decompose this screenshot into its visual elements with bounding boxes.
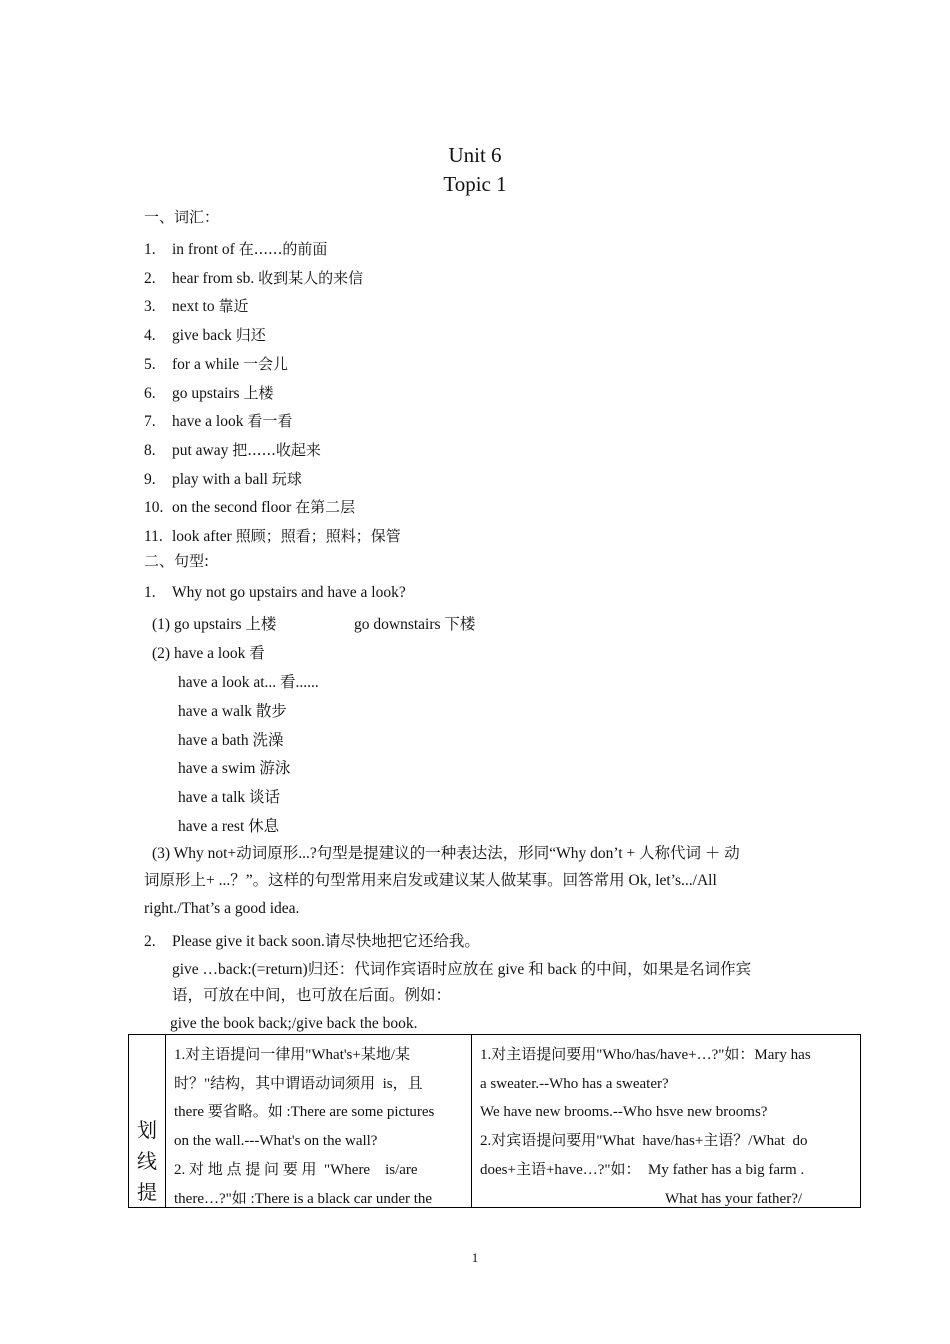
- vocab-item-chinese: 玩球: [271, 469, 302, 488]
- sentence-1-text: Why not go upstairs and have a look?: [172, 584, 406, 601]
- table-middle-column: [166, 1035, 472, 1207]
- table-middle-line: there 要省略。如 :There are some pictures: [174, 1104, 435, 1121]
- vocab-item-english: in front of: [172, 241, 239, 258]
- table-right-line: What has your father?/: [665, 1190, 803, 1207]
- vocab-item: [144, 410, 292, 431]
- vocab-item-chinese: 把......收起来: [232, 440, 321, 459]
- vocab-item-number: 6.: [144, 384, 156, 402]
- vocab-item-number: 3.: [144, 298, 156, 316]
- table-middle-line: on the wall.---What's on the wall?: [174, 1133, 378, 1150]
- note-2-line2: 语，可放在中间，也可放在后面。例如：: [172, 987, 452, 1004]
- sentence-2-text: Please give it back soon.请尽快地把它还给我。: [172, 933, 480, 950]
- phrase-item: have a walk 散步: [178, 702, 287, 720]
- vocab-item-chinese: 看一看: [247, 412, 293, 431]
- vocab-item: [144, 267, 363, 288]
- vocab-item-english: for a while: [172, 355, 244, 373]
- phrase-item: have a bath 洗澡: [178, 731, 284, 749]
- sentence-1: [144, 584, 406, 602]
- vocab-item-english: have a look: [172, 413, 248, 431]
- vocab-item: [144, 468, 302, 489]
- vocab-item-number: 7.: [144, 413, 156, 431]
- note-1-3-line3: right./That’s a good idea.: [144, 900, 300, 917]
- sentence-2: [144, 929, 480, 951]
- vocab-item-english: go upstairs: [172, 384, 244, 402]
- note-2-line1: give …back:(=return)归还：代词作宾语时应放在 give 和 back 的中间，如果是名词作宾: [172, 961, 752, 978]
- vocab-item-english: give back: [172, 327, 236, 345]
- note-1-2: (2) have a look 看: [152, 645, 265, 662]
- vocab-item-english: next to: [172, 298, 219, 316]
- sentence-1-number: 1.: [144, 584, 156, 601]
- note-1-1b: go downstairs 下楼: [354, 616, 476, 633]
- note-1-1a: (1) go upstairs 上楼: [152, 616, 277, 633]
- page-number: 1: [471, 1250, 479, 1265]
- grammar-table: [128, 1034, 861, 1208]
- vocab-item-chinese: 归还: [235, 326, 266, 345]
- vocab-item-number: 10.: [144, 499, 164, 517]
- vocab-item-chinese: 靠近: [218, 297, 249, 316]
- vocab-item: [144, 382, 273, 403]
- vocab-item-number: 5.: [144, 355, 156, 373]
- sentence-2-number: 2.: [144, 933, 156, 950]
- unit-title: Unit 6: [448, 143, 502, 167]
- vocab-item-number: 2.: [144, 269, 156, 287]
- vocab-item: [144, 439, 321, 460]
- vocab-item-chinese: 照顾；照看；照料；保管: [235, 527, 401, 545]
- vocab-item-number: 4.: [144, 327, 156, 345]
- vocab-item-chinese: 上楼: [243, 383, 274, 402]
- phrase-item: have a talk 谈话: [178, 789, 281, 807]
- table-middle-line: there…?"如 :There is a black car under the: [174, 1190, 433, 1207]
- vocab-item: [144, 238, 327, 259]
- vocab-item-chinese: 在......的前面: [238, 240, 328, 258]
- table-middle-line: 时？"结构，其中谓语动词须用 is，且: [174, 1075, 423, 1092]
- table-middle-line: 1.对主语提问一律用"What's+某地/某: [174, 1047, 411, 1063]
- vocab-item-chinese: 收到某人的来信: [258, 268, 364, 287]
- vocab-item: [144, 353, 288, 374]
- vocab-item-english: put away: [172, 441, 233, 459]
- vocab-heading: 一、词汇：: [144, 208, 220, 226]
- vocab-item: [144, 324, 266, 345]
- table-right-line: does+主语+have…?"如： My father has a big farm .: [480, 1161, 805, 1178]
- sentence-heading: 二、句型:: [144, 552, 210, 570]
- vocab-item-number: 11.: [144, 528, 163, 545]
- vocab-item-english: play with a ball: [172, 470, 272, 488]
- vocab-item-english: hear from sb.: [172, 269, 259, 287]
- table-right-line: We have new brooms.--Who hsve new brooms?: [480, 1104, 768, 1121]
- table-right-line: 2.对宾语提问要用"What have/has+主语？/What do: [480, 1133, 808, 1150]
- phrase-item: have a look at... 看......: [178, 674, 319, 691]
- table-right-line: a sweater.--Who has a sweater?: [480, 1075, 669, 1092]
- note-2-example: give the book back;/give back the book.: [170, 1015, 418, 1032]
- vocab-item-chinese: 一会儿: [243, 354, 289, 373]
- vocab-item-number: 1.: [144, 241, 156, 258]
- vocab-item: [144, 295, 249, 316]
- vocab-item-number: 9.: [144, 470, 156, 488]
- note-1-3-line1: (3) Why not+动词原形...?句型是提建议的一种表达法，形同“Why don’t + 人称代词 ＋ 动: [152, 845, 740, 862]
- table-right-line: 1.对主语提问要用"Who/has/have+…?"如：Mary has: [480, 1047, 811, 1063]
- topic-title: Topic 1: [443, 172, 507, 196]
- vocab-item: [144, 496, 355, 517]
- note-1-3-line2: 词原形上+ ...？”。这样的句型常用来启发或建议某人做某事。回答常用 Ok, let’s.../All: [144, 872, 717, 889]
- vocab-item-english: look after: [172, 528, 236, 545]
- table-side-column: [129, 1035, 166, 1207]
- phrase-item: have a swim 游泳: [178, 760, 291, 778]
- table-right-column: [472, 1035, 860, 1207]
- table-side-label: 划线提: [137, 1118, 157, 1204]
- phrase-item: have a rest 休息: [178, 818, 280, 835]
- table-middle-line: 2. 对 地 点 提 问 要 用 "Where is/are: [174, 1161, 418, 1178]
- vocab-item-number: 8.: [144, 441, 156, 459]
- vocab-item-chinese: 在第二层: [295, 498, 356, 517]
- vocab-item-english: on the second floor: [172, 499, 296, 517]
- vocab-item: [144, 525, 401, 546]
